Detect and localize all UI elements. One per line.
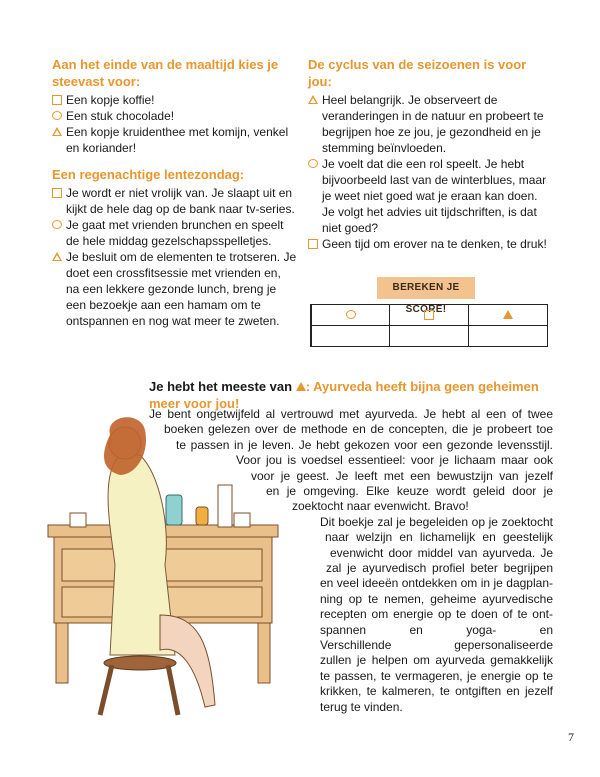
body-line: te passen in je leven. Je hebt gekozen voor een gezonde levensstijl. [176,437,553,452]
body-line: ning op te nemen, geheime ayurvedische [320,591,553,606]
body-line: recepten om energie op te doen of te ont- [320,607,553,622]
answer-option [308,236,553,252]
circle-icon [52,220,62,229]
answer-text: Je voelt dat die een rol speelt. Je hebt bijvoorbeeld last van de winterblues, maar je weet niet goed wat je eraan kan doen. Je volgt het advies uit tijdschriften, is dat niet goed? [322,157,547,235]
square-icon [424,310,434,320]
answer-text: Een kopje koffie! [66,93,155,107]
heading-text: Je hebt het meeste van [149,379,293,394]
body-line: boeken gelezen over de methode en de concepten, die je probeert toe [164,422,553,437]
answer-option [52,249,297,329]
square-icon [308,239,318,249]
square-icon [52,95,62,105]
answer-text: Je gaat met vrienden brunchen en speelt de hele middag gezelschapsspelletjes. [66,218,284,248]
score-cell-triangle[interactable] [469,326,548,347]
body-line: zoektocht naar evenwicht. Bravo! [292,499,469,514]
circle-icon [346,310,356,319]
body-line: en je omgeving. Elke keuze wordt geleid door je [266,484,553,498]
triangle-icon [52,127,62,136]
score-header-square [390,305,469,326]
answer-text: Je wordt er niet vrolijk van. Je slaapt uit en kijkt de hele dag op de bank naar tv-series. [66,186,295,216]
triangle-icon [296,382,306,391]
page-number: 7 [568,730,574,744]
score-header-circle [311,305,390,326]
score-header-triangle [469,305,548,326]
body-line: te passen, te vermageren, je energie op te [320,668,553,683]
body-line: Voor jou is voedsel essentieel: voor je lichaam maar ook [236,453,553,468]
answer-text: Een stuk chocolade! [66,109,175,123]
answer-option [308,92,553,156]
answer-text: Geen tijd om erover na te denken, te druk! [322,237,547,251]
score-cell-circle[interactable] [311,326,390,347]
body-line: Dit boekje zal je begeleiden op je zoektocht [320,514,553,529]
answer-text: Je besluit om de elementen te trotseren. Je doet een crossfitsessie met vrienden en, na een lekkere gezonde lunch, breng je een bezoekje aan een hamam om te ontspannen en nog wat meer te zweten. [66,250,297,328]
answer-option [52,92,297,108]
body-line: en veel ideeën ontdekken om in je dagplan- [320,576,553,591]
answer-option [52,108,297,124]
circle-icon [308,159,318,168]
question-title: Een regenachtige lentezondag: [52,167,245,182]
triangle-icon [52,252,62,261]
body-line: zal je ayurvedisch profiel beter begrijpen [326,561,553,575]
score-cell-square[interactable] [390,326,469,347]
body-line: zullen je helpen om ayurveda gemakkelijk [320,653,553,668]
question-title: De cyclus van de seizoenen is voor jou: [308,57,527,89]
answer-text: Een kopje kruidenthee met komijn, venkel en koriander! [66,125,289,155]
heading-text-accent: : Ayurveda heeft bijna geen geheimen meer voor jou! [149,379,539,411]
answer-option [52,217,297,249]
answer-option [52,124,297,156]
body-line: voor je geest. Je leeft met een bewustzijn van jezelf [251,468,553,483]
triangle-icon [503,310,513,319]
body-line: Verschillende gepersonaliseerde [320,638,553,652]
question-dessert [52,56,297,329]
answer-option [52,185,297,217]
body-line: evenwicht door middel van ayurveda. Je [330,545,553,560]
body-line: krikken, te kalmeren, te ontgiften en jezelf [320,684,553,699]
body-line: naar welzijn en lichamelijk en geestelijk [325,530,553,545]
body-line: Je bent ongetwijfeld al vertrouwd met ayurveda. Je hebt al een of twee [149,407,553,421]
answer-option [308,156,553,236]
body-line: terug te vinden. [320,699,403,714]
score-label: BEREKEN JE SCORE! [377,277,475,299]
circle-icon [52,111,62,120]
body-line: spannen en yoga- en [320,622,553,637]
triangle-icon [308,95,318,104]
score-table [310,304,548,347]
question-title: Aan het einde van de maaltijd kies je steevast voor: [52,57,279,89]
square-icon [52,188,62,198]
question-seasons [308,56,553,252]
answer-text: Heel belangrijk. Je observeert de veranderingen in de natuur en probeert te begrijpen hoe ze jou, je gezondheid en je stemming beïnvloeden. [322,93,544,155]
woman-at-desk-illustration [40,415,290,725]
